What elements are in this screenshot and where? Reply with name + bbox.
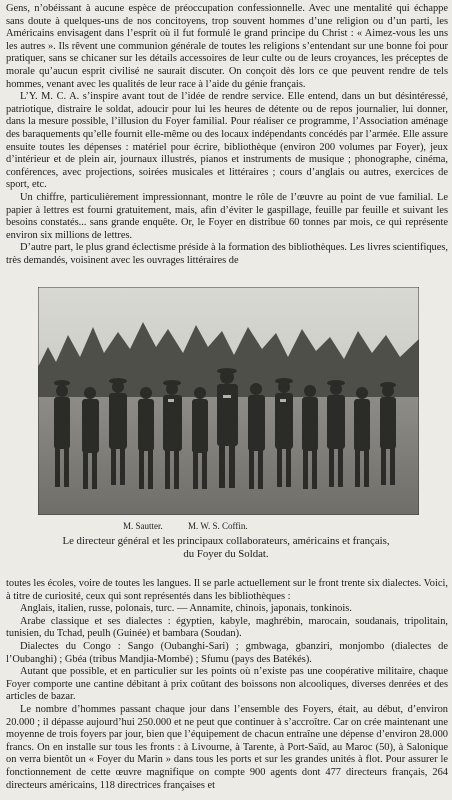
caption-line-2: du Foyer du Soldat.	[183, 548, 269, 560]
paragraph: L’Y. M. C. A. s’inspire avant tout de l’idée de rendre service. Elle entend, dans un but désintéressé, patriotique, distraire le soldat, adoucir pour lui les heures de détente ou de repos journalier, lui donner, dans la mesure possible, l’illusion du Foyer familial. Pour réaliser ce programme, l’Association aménage des baraquements qu’elle fournit elle-même ou des locaux indépendants concédés par l’armée. Elle assure ensuite toutes les dépenses : matériel pour écrire, bibliothèque (environ 200 volumes par Foyer), jeux d’intérieur et de plein air, journaux illustrés, pianos et instruments de musique ; phonographe, cinéma, conférences, avec projections, soirées musicales et littéraires ; cours d’anglais ou autres, exercices de sport, etc.	[6, 91, 448, 191]
paragraph: Le nombre d’hommes passant chaque jour dans l’ensemble des Foyers, était, au début, d’environ 20.000 ; il dépasse aujourd’hui 250.000 et ne peut que continuer à s’accroître. Car on crée maintenant une moyenne de trois foyers par jour, bien que l’équipement de chacun entraîne une dépense d’environ 28.000 francs. On en installe sur tous les fronts : à Livourne, à Tarente, à Port-Saïd, au Maroc (50), à Salonique on verra bientôt un « Foyer du Marin » dans tous les ports et sur les grandes unités à flot. Pour assurer le fonctionnement de cette œuvre magnifique on compte 900 agents dont 477 directeurs français, 264 directeurs américains, 118 directrices françaises et	[6, 703, 448, 791]
article-text-bottom	[6, 578, 448, 792]
paragraph: Arabe classique et ses dialectes : égyptien, kabyle, maghrébin, marocain, soudanais, tripolitain, tunisien, du Tchad, peulh (Guinée) et bambara (Soudan).	[6, 615, 448, 640]
paragraph: Gens, n’obéissant à aucune espèce de préoccupation confessionnelle. Avec une mentalité qui échappe sans doute à quelques-uns de nos concitoyens, trop souvent hommes d’une religion ou d’un parti, les Américains envisagent dans l’esprit où il fut formulé le grand principe du Christ : « Aimez-vous les uns les autres ». Ils rêvent une communion générale de toutes les religions s’entendant sur une bonne foi pour pratiquer, sans se chicaner sur les détails accessoires de leur culte ou de leurs croyances, les préceptes de morale qu’aucun esprit civilisé ne saurait discuter. On conçoit dès lors ce que peuvent rendre de tels hommes, venant avec les qualités de leur race à l’aide du génie français.	[6, 3, 448, 90]
paragraph: Dialectes du Congo : Sango (Oubanghi-Sari) ; gmbwaga, gbanziri, monjombo (dialectes de l’Oubanghi) ; Gbéa (tribus Mandjia-Mombé) ; Sfumu (pays des Batékés).	[6, 640, 448, 665]
photo-name-right: M. W. S. Coffin.	[188, 521, 248, 531]
photo-name-left: M. Sautter.	[123, 521, 163, 531]
paragraph: Un chiffre, particulièrement impressionnant, montre le rôle de l’œuvre au point de vue familial. Le papier à lettres est fourni gratuitement, mais, afin d’éviter le gaspillage, feuille par feuille et suivant les besoins constatés... sans grande enquête. Or, le Foyer en distribue 60 tonnes par mois, ce qui représente environ six millions de lettres.	[6, 191, 448, 241]
photo-caption	[0, 535, 452, 561]
paragraph: D’autre part, le plus grand éclectisme préside à la formation des bibliothèques. Les livres scientifiques, très demandés, voisinent avec les ouvrages littéraires de	[6, 242, 448, 266]
paragraph: toutes les écoles, voire de toutes les langues. Il se parle actuellement sur le front trente six dialectes. Voici, à titre de curiosité, ceux qui sont représentés dans les bibliothèques :	[6, 578, 448, 602]
group-photograph	[38, 287, 419, 515]
group-photograph-drawing	[38, 287, 419, 515]
article-text-top	[6, 3, 448, 267]
paragraph: Anglais, italien, russe, polonais, turc. — Annamite, chinois, japonais, tonkinois.	[20, 603, 352, 615]
paragraph: Autant que possible, et en particulier sur les points où n’existe pas une coopérative militaire, chaque Foyer comporte une cantine débitant à prix coûtant des boissons non alcooliques, diverses denrées et des articles de bazar.	[6, 666, 448, 703]
caption-line-1: Le directeur général et les principaux collaborateurs, américains et français,	[62, 535, 390, 547]
